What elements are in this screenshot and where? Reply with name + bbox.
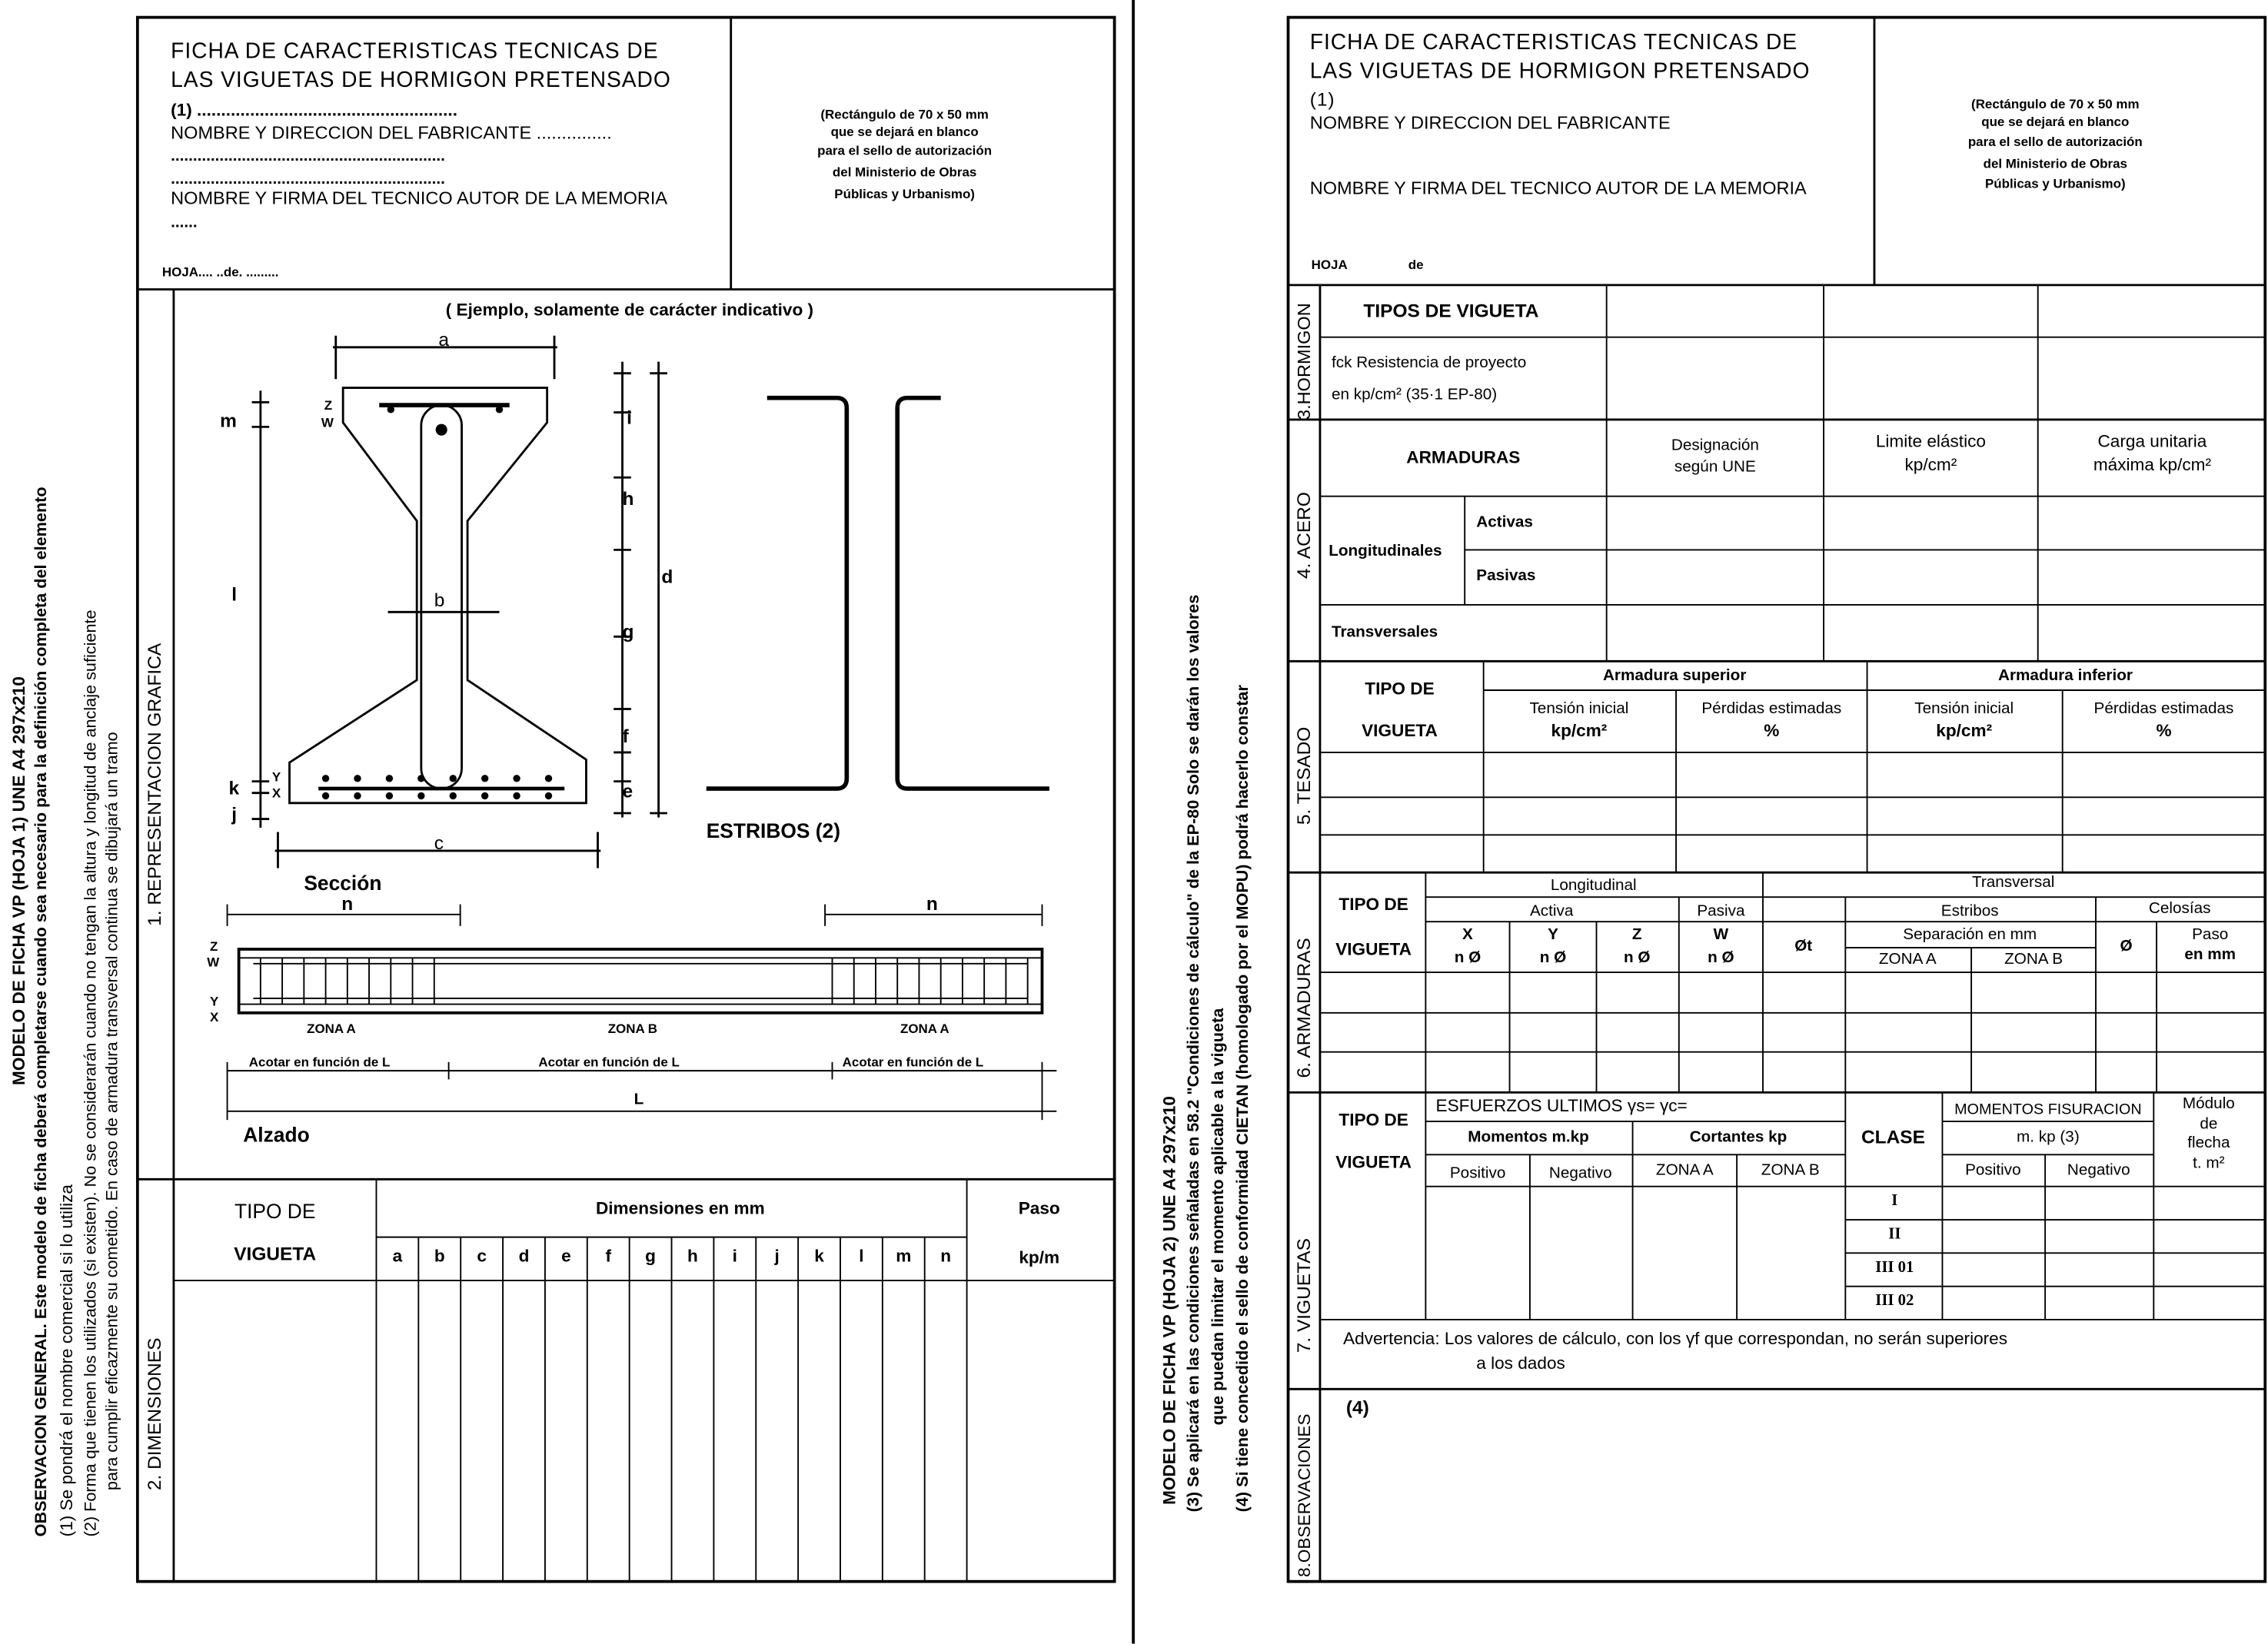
seal-line: para el sello de autorización: [817, 143, 993, 158]
dim-label-L: L: [634, 1091, 644, 1109]
bar-x-header: X: [1462, 925, 1473, 944]
dim-label-m: m: [220, 409, 237, 432]
bar-y-unit: n Ø: [1539, 948, 1567, 967]
dim-label-a: a: [438, 328, 450, 350]
technician-label: NOMBRE Y FIRMA DEL TECNICO AUTOR DE LA MEMORIA: [171, 188, 668, 209]
deflection-modulus: Módulo: [2182, 1095, 2235, 1113]
tendon-dot: [354, 792, 361, 799]
tendon-dot: [436, 424, 447, 436]
dimension-column-g: g: [645, 1245, 656, 1267]
dimension-note: Acotar en función de L: [842, 1054, 984, 1070]
sheet1-model-title: MODELO DE FICHA VP (HOJA 1) UNE A4 297x210: [8, 676, 29, 1085]
initial-tension-unit: kp/cm²: [1551, 720, 1608, 741]
zone-b-header: ZONA B: [2004, 950, 2063, 968]
section-6-label: 6. ARMADURAS: [1292, 938, 1315, 1078]
section-1-label: 1. REPRESENTACION GRAFICA: [143, 643, 165, 926]
zone-a-header: ZONA A: [1878, 950, 1937, 968]
tendon-dot: [417, 792, 424, 799]
spacing-header: Separación en mm: [1903, 925, 2037, 944]
dimension-column-i: i: [732, 1245, 737, 1267]
arm-tipo: TIPO DE: [1339, 894, 1408, 915]
dimension-column-h: h: [687, 1245, 698, 1267]
phi-t-header: Øt: [1794, 937, 1813, 955]
estimated-losses: Pérdidas estimadas: [2093, 700, 2234, 718]
active-header: Activa: [1529, 902, 1574, 921]
class-row: II: [1888, 1225, 1901, 1244]
dim-label-d: d: [661, 566, 673, 588]
dim-label-g: g: [622, 620, 634, 643]
sheet-label: HOJA: [1311, 257, 1348, 272]
header-title-2: LAS VIGUETAS DE HORMIGON PRETENSADO: [171, 68, 671, 93]
deflection-modulus: de: [2200, 1115, 2218, 1134]
note-4: (4) Si tiene concedido el sello de conformidad CIETAN (homologado por el MOPU) podrá hacerlo constar: [1234, 685, 1252, 1513]
bar-label-x: X: [271, 785, 281, 801]
seal-line: del Ministerio de Obras: [832, 164, 977, 180]
passive-header: Pasiva: [1697, 902, 1745, 921]
dim-tipo-header: VIGUETA: [234, 1243, 317, 1265]
dim-label-l: l: [231, 583, 238, 605]
dim-label-i: i: [627, 407, 632, 429]
warning-text: Advertencia: Los valores de cálculo, con los γf que correspondan, no serán superiores: [1343, 1328, 2008, 1349]
example-note: ( Ejemplo, solamente de carácter indicativo ): [445, 299, 814, 320]
weight-unit: kp/m: [1019, 1247, 1060, 1268]
weight-header: Paso: [1018, 1197, 1060, 1219]
dim-label-f: f: [622, 725, 629, 747]
negative-header: Negativo: [2067, 1161, 2130, 1180]
note-1: (1) Se pondrá el nombre comercial si lo utiliza: [56, 1184, 77, 1537]
dim-label-h: h: [622, 487, 634, 510]
section-7-label: 7. VIGUETAS: [1292, 1238, 1315, 1353]
lattice-pitch: Paso: [2192, 925, 2229, 944]
tendon-dot: [481, 792, 488, 799]
negative-header: Negativo: [1548, 1164, 1612, 1183]
fck-unit: en kp/cm² (35·1 EP-80): [1331, 386, 1498, 404]
cracking-moments-unit: m. kp (3): [2017, 1128, 2080, 1147]
zone-label: ZONA A: [307, 1021, 356, 1036]
tendon-dot: [417, 775, 424, 782]
vig-tipo: TIPO DE: [1339, 1109, 1408, 1131]
tendon-dot: [322, 775, 329, 782]
zone-a-header: ZONA A: [1655, 1161, 1714, 1180]
note-3: (3) Se aplicará en las condiciones señaladas en 58.2 "Condiciones de cálculo" de la EP-80 Solo se darán los valores: [1185, 594, 1203, 1513]
class-header: CLASE: [1861, 1125, 1925, 1147]
initial-tension: Tensión inicial: [1529, 700, 1629, 718]
tendon-dot: [322, 792, 329, 799]
active-label: Activas: [1476, 513, 1533, 531]
manufacturer-label: NOMBRE Y DIRECCION DEL FABRICANTE: [1309, 112, 1671, 134]
class-row: I: [1891, 1192, 1898, 1210]
manufacturer-label: NOMBRE Y DIRECCION DEL FABRICANTE ...............: [171, 123, 612, 144]
dimension-column-d: d: [518, 1245, 530, 1267]
positive-header: Positivo: [1449, 1164, 1506, 1183]
dimension-column-e: e: [561, 1245, 571, 1267]
header-dots-1: ..............................................................: [171, 148, 445, 165]
dimension-column-l: l: [859, 1245, 864, 1267]
transversal-label: Transversales: [1331, 623, 1438, 641]
header-ref-1: (1): [1309, 88, 1335, 111]
section-8-label: 8.OBSERVACIONES: [1294, 1413, 1315, 1578]
lattice-phi: Ø: [2120, 937, 2133, 955]
designation-header: según UNE: [1674, 458, 1756, 477]
lattice-header: Celosías: [2148, 899, 2211, 918]
steel-header: ARMADURAS: [1406, 447, 1521, 468]
technician-label: NOMBRE Y FIRMA DEL TECNICO AUTOR DE LA MEMORIA: [1309, 178, 1807, 198]
seal-line: Públicas y Urbanismo): [834, 186, 975, 201]
bar-label-z: Z: [209, 938, 218, 954]
upper-reinforcement: Armadura superior: [1602, 666, 1747, 685]
bar-z-unit: n Ø: [1623, 948, 1651, 967]
bar-w-header: W: [1713, 925, 1729, 944]
dimension-note: Acotar en función de L: [248, 1054, 391, 1070]
load-header: Carga unitaria: [2097, 431, 2207, 452]
cracking-moments: MOMENTOS FISURACION: [1954, 1101, 2142, 1119]
seal-line: del Ministerio de Obras: [1983, 156, 2127, 171]
yield-header: Limite elástico: [1875, 431, 1986, 452]
header-line-1: (1) ......................................................: [171, 99, 457, 121]
tesado-tipo: VIGUETA: [1362, 720, 1438, 741]
tendon-dot: [386, 792, 393, 799]
arm-tipo: VIGUETA: [1335, 938, 1412, 960]
dimension-note: Acotar en función de L: [538, 1054, 680, 1070]
seal-line: que se dejará en blanco: [830, 124, 979, 139]
initial-tension: Tensión inicial: [1914, 700, 2014, 718]
sheet2-model-title: MODELO DE FICHA VP (HOJA 2) UNE A4 297x210: [1159, 1096, 1180, 1505]
section-5-label: 5. TESADO: [1292, 726, 1315, 825]
seal-line: (Rectángulo de 70 x 50 mm: [820, 107, 989, 122]
dim-label-e: e: [622, 779, 634, 802]
dimension-column-f: f: [605, 1245, 611, 1267]
bar-z-header: Z: [1631, 925, 1642, 944]
header-title-2: LAS VIGUETAS DE HORMIGON PRETENSADO: [1309, 59, 1811, 85]
header-dots-2: ..............................................................: [171, 171, 445, 188]
zone-label: ZONA B: [607, 1021, 658, 1036]
dimension-column-n: n: [940, 1245, 952, 1267]
sheet-of-label: de: [1408, 257, 1424, 272]
class-row: III 02: [1875, 1292, 1914, 1310]
fck-label: fck Resistencia de proyecto: [1331, 354, 1527, 372]
lattice-pitch-unit: en mm: [2184, 946, 2236, 964]
concrete-types-label: TIPOS DE VIGUETA: [1363, 299, 1539, 321]
tendon-dot: [450, 775, 457, 782]
bar-w-unit: n Ø: [1708, 948, 1734, 967]
section-4-label: 4. ACERO: [1292, 492, 1315, 580]
moments-header: Momentos m.kp: [1468, 1128, 1589, 1147]
seal-line: que se dejará en blanco: [1981, 114, 2130, 129]
tendon-dot: [386, 775, 393, 782]
dim-label-b: b: [434, 589, 445, 611]
dim-label-n: n: [341, 892, 354, 915]
warning-text-continued: a los dados: [1476, 1353, 1565, 1373]
lower-reinforcement: Armadura inferior: [1998, 666, 2133, 685]
zone-b-header: ZONA B: [1761, 1161, 1820, 1180]
shear-header: Cortantes kp: [1689, 1128, 1787, 1147]
sheet-number: HOJA.... ..de. .........: [161, 264, 279, 280]
seal-line: para el sello de autorización: [1967, 135, 2143, 149]
seal-line: (Rectángulo de 70 x 50 mm: [1971, 97, 2140, 111]
header-dots-3: ......: [171, 214, 198, 232]
transversal-header: Transversal: [1971, 874, 2055, 892]
note-2: (2) Forma que tienen los utilizados (si existen). No se considerarán cuando no tengan la altura y longitud de anclaje suficiente: [82, 609, 100, 1537]
section-2-label: 2. DIMENSIONES: [143, 1337, 165, 1491]
designation-header: Designación: [1671, 437, 1759, 455]
tendon-dot: [481, 775, 488, 782]
tendon-dot: [387, 406, 394, 413]
observations-ref: (4): [1345, 1396, 1369, 1418]
section-caption: Sección: [304, 871, 382, 895]
tesado-tipo: TIPO DE: [1365, 678, 1435, 699]
general-observation: OBSERVACION GENERAL. Este modelo de ficha deberá completarse cuando sea necesario para la definición completa del elemento: [33, 487, 51, 1537]
estimated-losses-unit: %: [1764, 720, 1780, 741]
dimension-column-j: j: [774, 1245, 780, 1267]
dim-label-c: c: [434, 832, 444, 854]
elevation-caption: Alzado: [243, 1122, 310, 1147]
tendon-dot: [450, 792, 457, 799]
header-title-1: FICHA DE CARACTERISTICAS TECNICAS DE: [171, 38, 659, 64]
longitudinal-header: Longitudinal: [1550, 876, 1637, 895]
load-unit: máxima kp/cm²: [2093, 454, 2211, 475]
zone-label: ZONA A: [900, 1021, 949, 1036]
bar-label-y: Y: [209, 994, 219, 1009]
stirrups-header: Estribos: [1940, 902, 1999, 921]
dim-label-n: n: [926, 892, 938, 915]
tendon-dot: [354, 775, 361, 782]
deflection-modulus: flecha: [2187, 1134, 2230, 1152]
passive-label: Pasivas: [1476, 566, 1536, 585]
bar-label-y: Y: [271, 769, 281, 785]
seal-line: Públicas y Urbanismo): [1984, 176, 2126, 191]
estimated-losses-unit: %: [2156, 720, 2172, 741]
dim-label-j: j: [231, 802, 238, 825]
note-3-continued: que puedan limitar el momento aplicable a la vigueta: [1209, 1008, 1228, 1426]
bar-label-w: W: [321, 415, 334, 430]
dimensions-header: Dimensiones en mm: [595, 1197, 765, 1219]
tendon-dot: [513, 775, 520, 782]
section-3-label: 3.HORMIGON: [1294, 303, 1315, 420]
dimension-column-k: k: [814, 1245, 824, 1267]
ultimate-forces: ESFUERZOS ULTIMOS γs= γc=: [1435, 1095, 1688, 1116]
bar-label-z: Z: [324, 397, 333, 413]
vig-tipo: VIGUETA: [1335, 1151, 1412, 1172]
tendon-dot: [496, 406, 503, 413]
bar-x-unit: n Ø: [1454, 948, 1482, 967]
class-row: III 01: [1875, 1258, 1914, 1277]
bar-label-w: W: [207, 955, 220, 970]
bar-label-x: X: [209, 1010, 219, 1025]
initial-tension-unit: kp/cm²: [1936, 720, 1993, 741]
header-title-1: FICHA DE CARACTERISTICAS TECNICAS DE: [1309, 30, 1798, 55]
tendon-dot: [513, 792, 520, 799]
dimension-column-c: c: [477, 1245, 487, 1267]
bar-y-header: Y: [1548, 925, 1558, 944]
estimated-losses: Pérdidas estimadas: [1701, 700, 1842, 718]
yield-unit: kp/cm²: [1904, 454, 1957, 475]
dim-tipo-header: TIPO DE: [234, 1199, 316, 1223]
tendon-dot: [545, 792, 552, 799]
deflection-modulus: t. m²: [2193, 1154, 2225, 1172]
dimension-column-b: b: [434, 1245, 445, 1267]
dimension-column-a: a: [392, 1245, 403, 1267]
positive-header: Positivo: [1965, 1161, 2021, 1180]
stirrups-caption: ESTRIBOS (2): [706, 819, 840, 842]
dim-label-k: k: [228, 776, 240, 799]
dimension-column-m: m: [896, 1245, 912, 1267]
note-2-continued: para cumplir eficazmente su cometido. En caso de armadura transversal continua se dibujará un tramo: [104, 732, 122, 1491]
longitudinal-label: Longitudinales: [1329, 542, 1442, 560]
tendon-dot: [545, 775, 552, 782]
